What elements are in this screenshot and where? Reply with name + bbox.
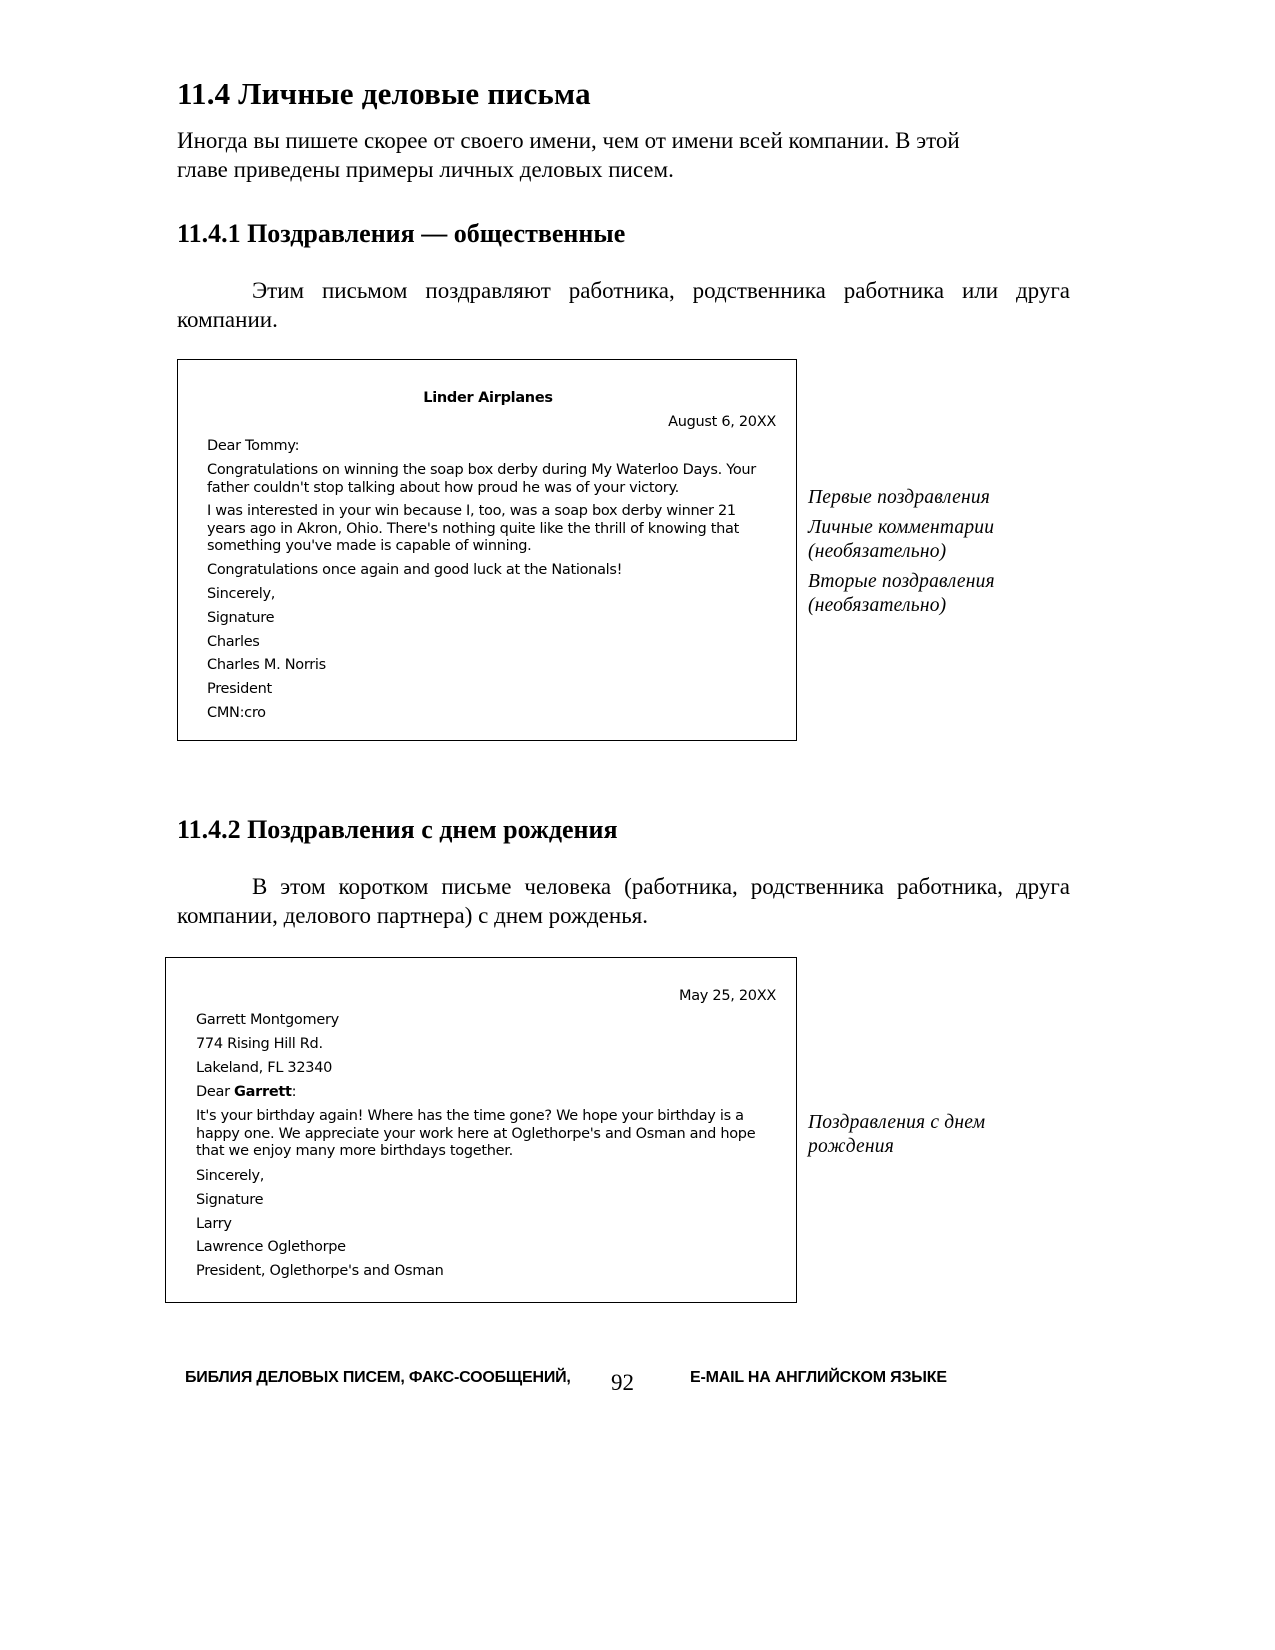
letter2-salutation bbox=[196, 1084, 296, 1101]
note-personal-comments: Личные комментарии bbox=[808, 517, 995, 538]
letter-paragraph-3: Congratulations once again and good luck at the Nationals! bbox=[207, 562, 623, 578]
letter-paragraph-1: Congratulations on winning the soap box derby during My Waterloo Days. Your father couldn't stop talking about how proud he was of your victory. bbox=[207, 462, 756, 496]
letter2-first-name: Larry bbox=[196, 1216, 232, 1232]
subsection-1-text: Этим письмом поздравляют работника, родственника работника или друга компании. bbox=[177, 278, 1070, 332]
letter2-full-name: Lawrence Oglethorpe bbox=[196, 1239, 346, 1255]
letter2-address-street: 774 Rising Hill Rd. bbox=[196, 1036, 323, 1052]
subsection-1-title: 11.4.1 Поздравления — общественные bbox=[177, 219, 626, 248]
letter-paragraph-2: I was interested in your win because I, too, was a soap box derby winner 21 years ago in Akron, Ohio. There's nothing quite like the thrill of knowing that something you've made is capable of winning. bbox=[207, 503, 739, 554]
letter-signature: Signature bbox=[207, 610, 275, 626]
note-birthday-congratulations-cont: рождения bbox=[808, 1136, 894, 1157]
letter2-position: President, Oglethorpe's and Osman bbox=[196, 1263, 444, 1279]
note-first-congratulations: Первые поздравления bbox=[808, 487, 991, 508]
letter-birthday bbox=[165, 957, 797, 1303]
letter-initials: CMN:cro bbox=[207, 705, 266, 721]
salutation-prefix: Dear bbox=[196, 1084, 235, 1100]
note-optional-1: (необязательно) bbox=[808, 541, 947, 562]
section-intro-line2: главе приведены примеры личных деловых писем. bbox=[177, 157, 674, 182]
letter2-address-name: Garrett Montgomery bbox=[196, 1012, 339, 1028]
letter2-paragraph-1: It's your birthday again! Where has the time gone? We hope your birthday is a happy one. We appreciate your work here at Oglethorpe's and Osman and hope that we enjoy many more birthdays together. bbox=[196, 1108, 756, 1159]
letter-company-name: Linder Airplanes bbox=[423, 390, 553, 406]
note-birthday-congratulations: Поздравления с днем bbox=[808, 1112, 986, 1133]
letter-salutation: Dear Tommy: bbox=[207, 438, 300, 454]
note-optional-2: (необязательно) bbox=[808, 595, 947, 616]
letter-congratulations bbox=[177, 359, 797, 741]
page-number: 92 bbox=[611, 1370, 634, 1395]
letter-first-name: Charles bbox=[207, 634, 260, 650]
letter2-closing: Sincerely, bbox=[196, 1168, 265, 1184]
salutation-suffix: : bbox=[291, 1084, 297, 1100]
letter-position: President bbox=[207, 681, 272, 697]
section-title: 11.4 Личные деловые письма bbox=[177, 76, 591, 111]
letter-closing: Sincerely, bbox=[207, 586, 276, 602]
letter-date: August 6, 20XX bbox=[668, 414, 776, 430]
letter2-address-city: Lakeland, FL 32340 bbox=[196, 1060, 333, 1076]
footer-left: БИБЛИЯ ДЕЛОВЫХ ПИСЕМ, ФАКС-СООБЩЕНИЙ, bbox=[185, 1369, 571, 1386]
section-intro-line1: Иногда вы пишете скорее от своего имени, чем от имени всей компании. В этой bbox=[177, 128, 960, 153]
letter-full-name: Charles M. Norris bbox=[207, 657, 326, 673]
note-second-congratulations: Вторые поздравления bbox=[808, 571, 995, 592]
letter2-signature: Signature bbox=[196, 1192, 264, 1208]
salutation-name: Garrett bbox=[234, 1084, 292, 1100]
subsection-2-title: 11.4.2 Поздравления с днем рождения bbox=[177, 815, 618, 844]
footer-right: E-MAIL НА АНГЛИЙСКОМ ЯЗЫКЕ bbox=[690, 1369, 947, 1386]
letter2-date: May 25, 20XX bbox=[679, 988, 776, 1004]
subsection-2-text: В этом коротком письме человека (работника, родственника работника, друга компании, делового партнера) с днем рожденья. bbox=[177, 874, 1070, 928]
